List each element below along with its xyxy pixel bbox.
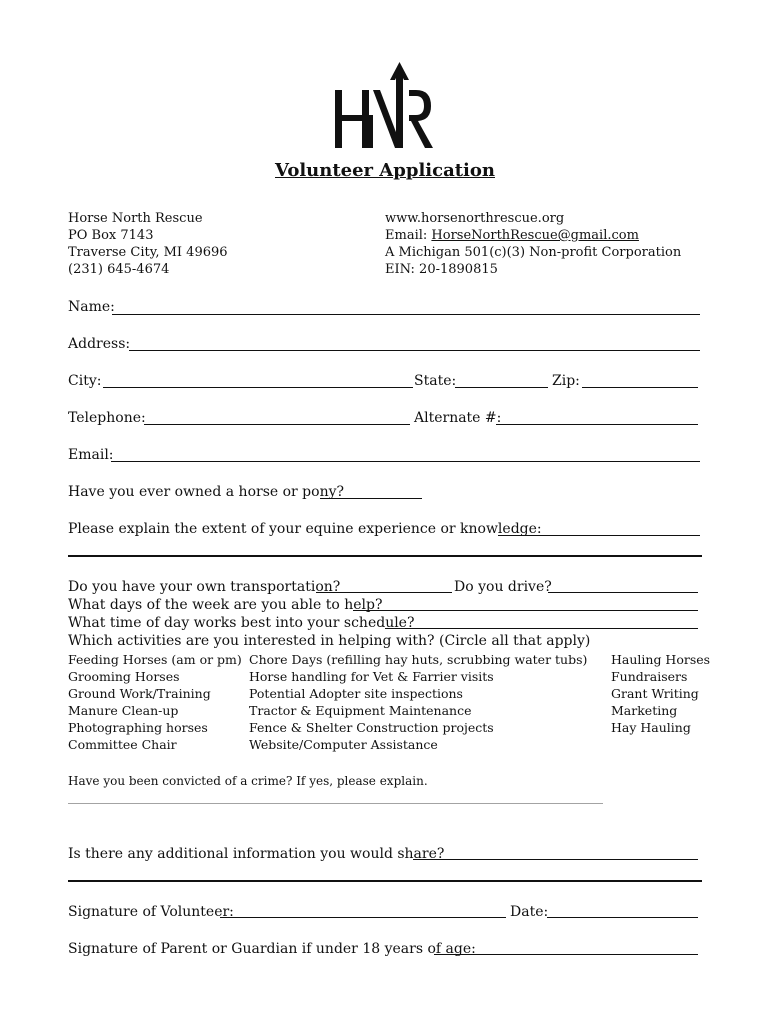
date-label: Date: [510,904,549,920]
state-field[interactable] [455,387,548,388]
org-status: A Michigan 501(c)(3) Non-profit Corporation [385,245,682,260]
activities-column-3 [611,651,710,736]
guardian-signature-label: Signature of Parent or Guardian if under 18 years of age: [68,941,476,957]
experience-field-continued[interactable] [68,555,702,557]
org-city: Traverse City, MI 49696 [68,245,228,260]
activity-option[interactable]: Fundraisers [611,669,688,684]
zip-field[interactable] [582,387,698,388]
additional-info-field-continued[interactable] [68,880,702,882]
owned-horse-label: Have you ever owned a horse or pony? [68,484,345,500]
activities-column-2 [249,651,587,753]
activity-option[interactable]: Grooming Horses [68,669,180,684]
org-email-label: Email: [385,228,432,243]
activity-option[interactable]: Marketing [611,703,678,718]
telephone-field[interactable] [144,424,410,425]
city-field[interactable] [103,387,413,388]
activity-option[interactable]: Manure Clean-up [68,703,179,718]
org-po-box: PO Box 7143 [68,228,154,243]
activity-option[interactable]: Photographing horses [68,720,208,735]
org-email-link[interactable]: HorseNorthRescue@gmail.com [431,228,639,243]
activity-option[interactable]: Chore Days (refilling hay huts, scrubbing water tubs) [249,652,588,667]
drive-field[interactable] [548,592,698,593]
experience-field[interactable] [498,535,700,536]
activity-option[interactable]: Committee Chair [68,737,177,752]
state-label: State: [414,373,457,389]
signature-label: Signature of Volunteer: [68,904,234,920]
activity-option[interactable]: Fence & Shelter Construction projects [249,720,494,735]
crime-field[interactable]: ___________________________________________________________________________________________________________ [68,793,603,804]
org-info-left [68,210,228,278]
additional-info-label: Is there any additional information you would share? [68,846,445,862]
hnr-logo [330,60,440,152]
days-field[interactable] [353,610,698,611]
drive-label: Do you drive? [454,579,552,595]
alternate-field[interactable] [496,424,698,425]
time-label: What time of day works best into your schedule? [68,615,415,631]
crime-label: Have you been convicted of a crime? If yes, please explain. [68,774,428,788]
email-field[interactable] [111,461,700,462]
date-field[interactable] [547,917,698,918]
hnr-logo-graphic [330,60,440,152]
page-title: Volunteer Application [275,160,495,181]
org-name: Horse North Rescue [68,211,203,226]
org-phone: (231) 645-4674 [68,262,170,277]
name-label: Name: [68,299,115,315]
activity-option[interactable]: Hauling Horses [611,652,711,667]
transportation-label: Do you have your own transportation? [68,579,341,595]
city-label: City: [68,373,102,389]
activity-option[interactable]: Horse handling for Vet & Farrier visits [249,669,494,684]
activity-option[interactable]: Ground Work/Training [68,686,211,701]
signature-field[interactable] [220,917,506,918]
activity-option[interactable]: Website/Computer Assistance [249,737,438,752]
address-label: Address: [68,336,131,352]
telephone-label: Telephone: [68,410,146,426]
name-field[interactable] [112,314,700,315]
org-info-right [385,210,681,278]
additional-info-field[interactable] [413,859,698,860]
time-field[interactable] [385,628,698,629]
activities-column-1 [68,651,242,753]
transportation-field[interactable] [316,592,452,593]
alternate-label: Alternate #: [414,410,502,426]
email-label: Email: [68,447,114,463]
activity-option[interactable]: Feeding Horses (am or pm) [68,652,242,667]
org-website[interactable]: www.horsenorthrescue.org [385,211,565,226]
activity-option[interactable]: Potential Adopter site inspections [249,686,463,701]
activity-option[interactable]: Grant Writing [611,686,699,701]
org-ein: EIN: 20-1890815 [385,262,498,277]
experience-label: Please explain the extent of your equine experience or knowledge: [68,521,542,537]
days-label: What days of the week are you able to help? [68,597,383,613]
zip-label: Zip: [552,373,580,389]
owned-horse-field[interactable] [320,498,422,499]
org-email-row [385,227,681,244]
activity-option[interactable]: Hay Hauling [611,720,691,735]
address-field[interactable] [129,350,700,351]
guardian-signature-field[interactable] [434,954,698,955]
activity-option[interactable]: Tractor & Equipment Maintenance [249,703,472,718]
activities-label: Which activities are you interested in helping with? (Circle all that apply) [68,633,591,649]
